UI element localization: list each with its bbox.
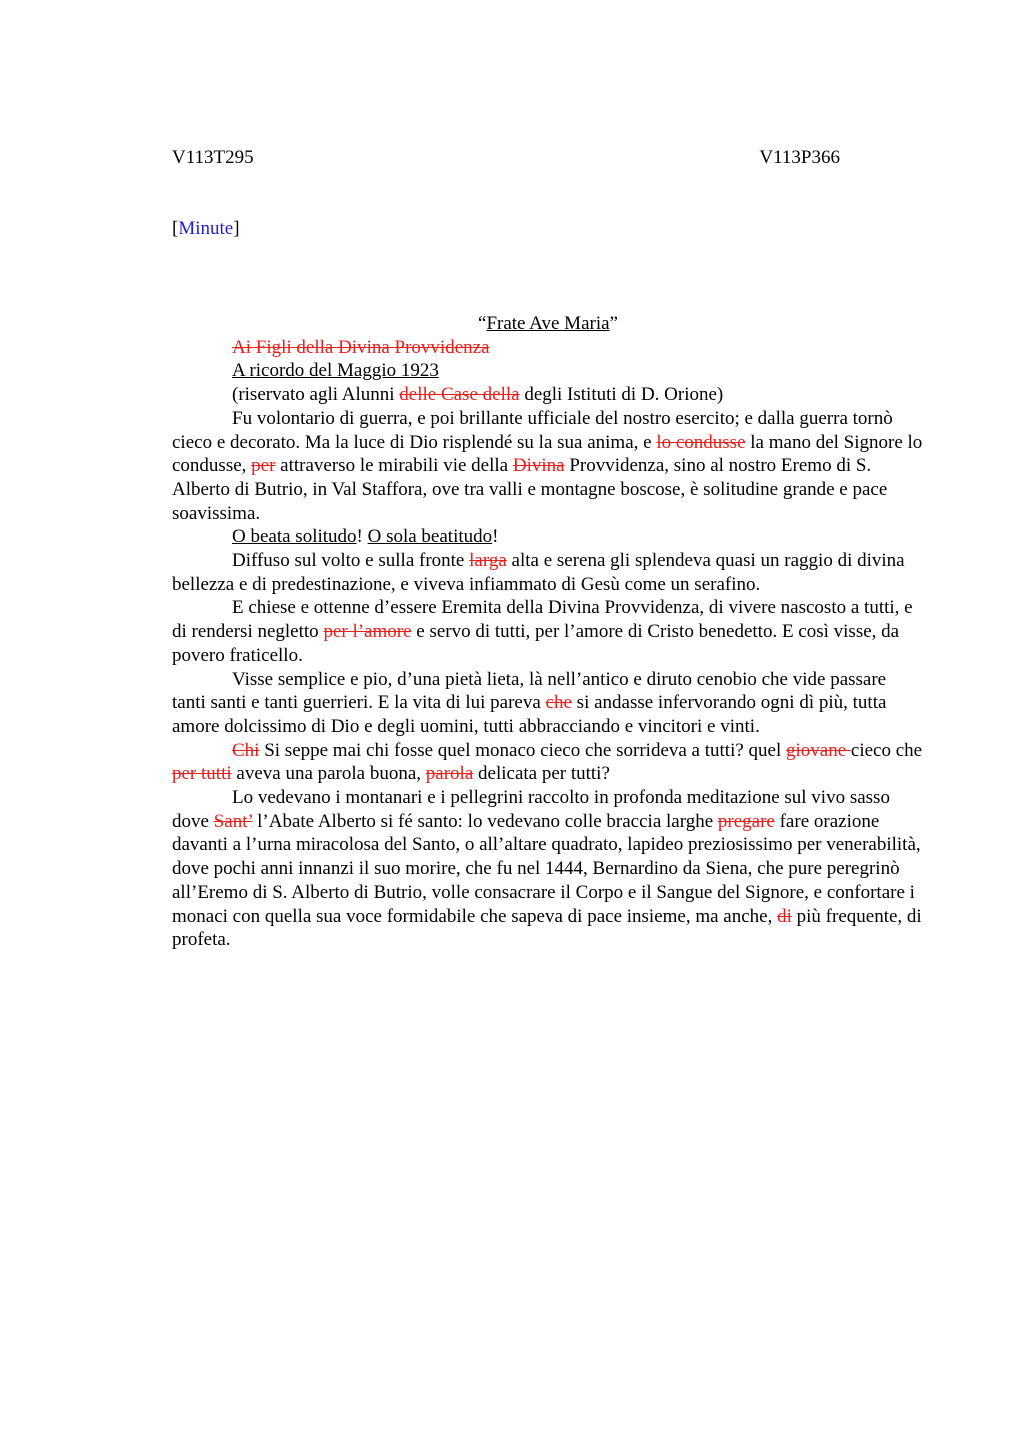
- deleted-text: Chi: [232, 739, 260, 761]
- text-segment: degli Istituti di D. Orione): [519, 384, 724, 406]
- paragraph-7: [172, 786, 924, 952]
- minute-bracket-open: [: [172, 218, 179, 239]
- deleted-text: per l’amore: [323, 621, 412, 643]
- deleted-text: Sant’: [213, 810, 253, 832]
- paragraph-1: [172, 407, 924, 526]
- text-segment: fare orazione davanti a l’urna miracolosa del Santo, o all’altare quadrato, lapideo preziosissimo per venerabilità, dove pochi anni innanzi il suo morire, che fu nel 1444, Bernardino da Siena, che pure peregrinò all’Eremo di S. Alberto di Butrio, volle consacrare il Corpo e il Sangue del Signore, e confortare i monaci con quella sua voce formidabile che sapeva di pace insieme, ma anche,: [172, 810, 921, 927]
- memorial-line: [172, 359, 924, 383]
- text-segment: e servo di tutti, per l’amore di Cristo benedetto. E così visse, da povero fraticello.: [172, 621, 900, 666]
- minute-link[interactable]: Minute: [178, 218, 234, 239]
- deleted-text: larga: [469, 550, 507, 572]
- memorial-text: A ricordo del Maggio 1923: [232, 360, 439, 382]
- text-segment: Lo vedevano i montanari e i pellegrini raccolto in profonda meditazione sul vivo sasso dove: [172, 787, 890, 832]
- text-segment: Fu volontario di guerra, e poi brillante ufficiale del nostro esercito; e dalla guerra tornò cieco e decorato. Ma la luce di Dio risplendé su la sua anima, e: [172, 407, 893, 453]
- deleted-text: per tutti: [172, 763, 232, 785]
- document-code-left: V113T295: [172, 147, 254, 168]
- paragraph-3: [172, 549, 924, 596]
- reserved-line: [172, 383, 924, 407]
- paragraph-2: [172, 525, 924, 549]
- text-segment: Diffuso sul volto e sulla fronte: [232, 550, 470, 572]
- text-segment: cieco che: [850, 739, 923, 761]
- text-segment: Provvidenza, sino al nostro Eremo di S. Alberto di Butrio, in Val Staffora, ove tra valli e montagne boscose, è solitudine grande e pace soavissima.: [172, 455, 888, 524]
- text-segment: alta e serena gli splendeva quasi un raggio di divina bellezza e di predestinazione, e viveva infiammato di Gesù come un serafino.: [172, 550, 905, 595]
- text-segment: più frequente, di profeta.: [172, 905, 922, 951]
- text-segment: E chiese e ottenne d’essere Eremita della Divina Provvidenza, di vivere nascosto a tutti, e di rendersi negletto: [172, 597, 913, 643]
- dedication-line: [172, 336, 924, 360]
- paragraph-6: [172, 739, 924, 786]
- text-segment: l’Abate Alberto si fé santo: lo vedevano colle braccia larghe: [252, 810, 718, 832]
- title-text: Frate Ave Maria: [486, 313, 610, 334]
- deleted-text: delle Case della: [399, 384, 520, 406]
- title-close-quote: ”: [609, 313, 618, 334]
- deleted-text: di: [777, 905, 792, 927]
- deleted-text: che: [545, 692, 572, 714]
- document-body: [172, 312, 924, 952]
- deleted-text: lo condusse: [656, 431, 746, 453]
- deleted-text: per: [251, 455, 276, 477]
- paragraph-4: [172, 596, 924, 667]
- deleted-text: parola: [425, 763, 474, 785]
- text-segment: si andasse infervorando ogni dì più, tutta amore dolcissimo di Dio e degli uomini, tutti abbracciando e vincitori e vinti.: [172, 692, 887, 737]
- text-segment: (riservato agli Alunni: [232, 384, 400, 406]
- title-open-quote: “: [478, 313, 487, 334]
- text-segment: la mano del Signore lo condusse,: [172, 431, 923, 477]
- text-segment: attraverso le mirabili vie della: [275, 455, 513, 477]
- underlined-text: O sola beatitudo: [367, 526, 493, 548]
- underlined-text: O beata solitudo: [232, 526, 357, 548]
- document-code-right: V113P366: [759, 147, 840, 168]
- minute-label: [172, 217, 240, 241]
- text-segment: !: [356, 526, 368, 548]
- text-segment: Si seppe mai chi fosse quel monaco cieco che sorrideva a tutti? quel: [259, 739, 786, 761]
- text-segment: !: [492, 526, 499, 548]
- text-segment: aveva una parola buona,: [231, 763, 426, 785]
- header-row: [172, 146, 840, 170]
- deleted-text: pregare: [717, 810, 775, 832]
- deleted-text: Divina: [512, 455, 565, 477]
- minute-bracket-close: ]: [233, 218, 240, 239]
- document-title: [172, 312, 924, 336]
- deleted-text: giovane: [786, 739, 851, 761]
- deleted-text: Ai Figli della Divina Provvidenza: [232, 336, 490, 358]
- text-segment: delicata per tutti?: [473, 763, 610, 785]
- text-segment: Visse semplice e pio, d’una pietà lieta, là nell’antico e diruto cenobio che vide passare tanti santi e tanti guerrieri. E la vita di lui pareva: [172, 668, 887, 714]
- paragraph-5: [172, 668, 924, 739]
